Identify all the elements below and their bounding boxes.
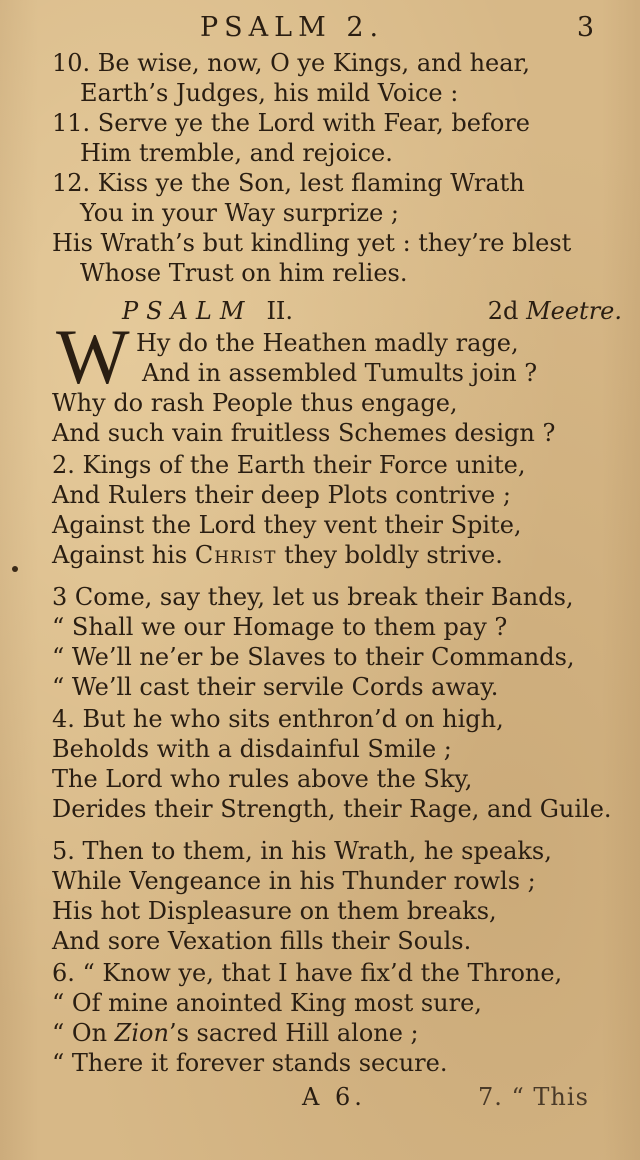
stanza-5-line-1: 5. Then to them, in his Wrath, he speaks, bbox=[52, 837, 552, 865]
verse-12-line-1: 12. Kiss ye the Son, lest flaming Wrath bbox=[52, 169, 525, 197]
stanza-4-line-4: Derides their Strength, their Rage, and Guile. bbox=[52, 795, 612, 823]
psalm-heading bbox=[122, 294, 622, 328]
stanza-3-line-2: “ Shall we our Homage to them pay ? bbox=[52, 613, 508, 641]
verse-10-line-1: 10. Be wise, now, O ye Kings, and hear, bbox=[52, 49, 531, 77]
stanza-6-line-4: “ There it forever stands secure. bbox=[52, 1049, 448, 1077]
stanza-4-line-2: Beholds with a disdainful Smile ; bbox=[52, 735, 452, 763]
psalm-heading-number: II. bbox=[266, 297, 294, 325]
stanza-4-line-3: The Lord who rules above the Sky, bbox=[52, 765, 473, 793]
signature-mark: A 6. bbox=[302, 1083, 366, 1111]
verse-11-line-1: 11. Serve ye the Lord with Fear, before bbox=[52, 109, 530, 137]
page-number: 3 bbox=[576, 12, 594, 43]
stanza-2-line-4-start: Against his bbox=[52, 541, 188, 569]
running-head: PSALM 2. bbox=[200, 12, 385, 43]
verse-12-line-3: His Wrath’s but kindling yet : they’re blest bbox=[52, 229, 572, 257]
page-header bbox=[0, 10, 640, 46]
stanza-2-line-3: Against the Lord they vent their Spite, bbox=[52, 511, 522, 539]
zion-name: Zion bbox=[114, 1019, 169, 1047]
stanza-1-line-3: Why do rash People thus engage, bbox=[52, 389, 458, 417]
verse-12-line-4: Whose Trust on him relies. bbox=[80, 259, 408, 287]
christ-name: Christ bbox=[194, 541, 277, 569]
stanza-1-line-4: And such vain fruitless Schemes design ? bbox=[52, 419, 556, 447]
verse-12-line-2: You in your Way surprize ; bbox=[80, 199, 400, 227]
stanza-5-line-2: While Vengeance in his Thunder rowls ; bbox=[52, 867, 536, 895]
psalm-heading-title: PSALM bbox=[122, 297, 253, 325]
ink-speck bbox=[12, 566, 18, 572]
psalm-heading-meter bbox=[488, 294, 622, 328]
stanza-6-line-3-end: ’s sacred Hill alone ; bbox=[168, 1019, 419, 1047]
stanza-2-line-4 bbox=[52, 540, 503, 570]
verse-10-line-2: Earth’s Judges, his mild Voice : bbox=[80, 79, 459, 107]
catchword: 7. “ This bbox=[478, 1083, 589, 1111]
stanza-6-line-3-start: “ On bbox=[52, 1019, 108, 1047]
stanza-2-line-2: And Rulers their deep Plots contrive ; bbox=[52, 481, 511, 509]
verse-11-line-2: Him tremble, and rejoice. bbox=[80, 139, 393, 167]
stanza-3-line-3: “ We’ll ne’er be Slaves to their Commands, bbox=[52, 643, 575, 671]
stanza-1-line-2: And in assembled Tumults join ? bbox=[142, 359, 538, 387]
stanza-5-line-4: And sore Vexation fills their Souls. bbox=[52, 927, 472, 955]
meter-ordinal: 2d bbox=[487, 297, 519, 325]
stanza-2-line-4-end: they boldly strive. bbox=[284, 541, 503, 569]
page-footer bbox=[0, 1080, 640, 1114]
stanza-6-line-2: “ Of mine anointed King most sure, bbox=[52, 989, 482, 1017]
stanza-6-line-1: 6. “ Know ye, that I have fix’d the Throne, bbox=[52, 959, 563, 987]
drop-cap: W bbox=[56, 313, 130, 400]
stanza-5-line-3: His hot Displeasure on them breaks, bbox=[52, 897, 497, 925]
stanza-3-line-1: 3 Come, say they, let us break their Bands, bbox=[52, 583, 574, 611]
meter-word: Meetre. bbox=[526, 297, 622, 325]
stanza-1-line-1: Hy do the Heathen madly rage, bbox=[136, 329, 519, 357]
stanza-2-line-1: 2. Kings of the Earth their Force unite, bbox=[52, 451, 526, 479]
stanza-3-line-4: “ We’ll cast their servile Cords away. bbox=[52, 673, 499, 701]
stanza-6-line-3 bbox=[52, 1018, 419, 1048]
stanza-4-line-1: 4. But he who sits enthron’d on high, bbox=[52, 705, 504, 733]
